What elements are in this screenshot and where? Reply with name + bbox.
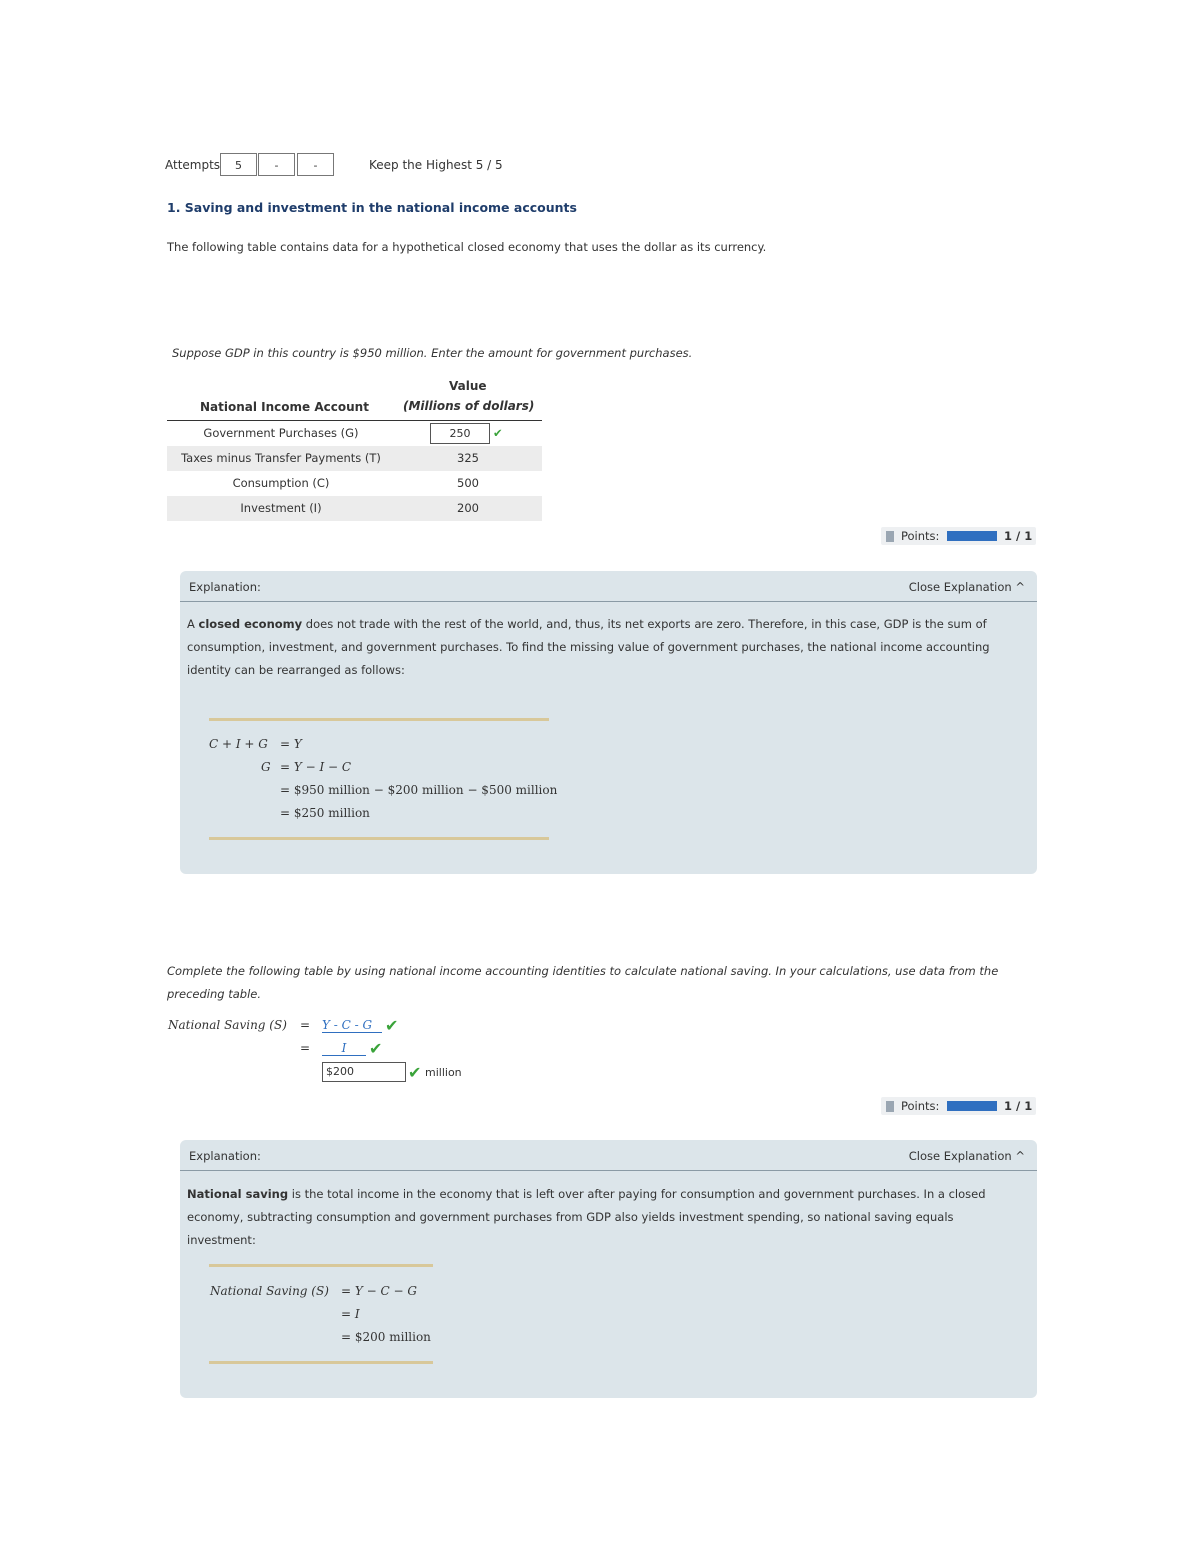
question-title: 1. Saving and investment in the national income accounts bbox=[167, 200, 577, 215]
points-indicator bbox=[881, 1097, 1036, 1115]
answer-dropdown-2[interactable]: I bbox=[322, 1041, 366, 1056]
question-intro: The following table contains data for a hypothetical closed economy that uses the dollar as its currency. bbox=[167, 240, 767, 254]
divider bbox=[209, 1264, 433, 1267]
check-icon: ✔ bbox=[408, 1063, 422, 1082]
bold-term: National saving bbox=[187, 1187, 289, 1201]
national-saving-input[interactable]: $200 bbox=[322, 1062, 406, 1082]
math-line3: = $950 million − $200 million − $500 million bbox=[280, 783, 558, 797]
col-header-value: Value bbox=[449, 379, 487, 393]
attempt-box-2: - bbox=[258, 153, 295, 176]
math-label: National Saving (S) bbox=[210, 1284, 329, 1298]
row-account: Consumption (C) bbox=[232, 476, 330, 490]
equals-sign: = bbox=[300, 1041, 311, 1055]
divider bbox=[209, 718, 549, 721]
row-account: Government Purchases (G) bbox=[203, 426, 359, 440]
table-header bbox=[167, 378, 542, 421]
national-income-table bbox=[167, 378, 542, 521]
col-header-account: National Income Account bbox=[200, 400, 369, 414]
points-progress-bar bbox=[947, 1101, 997, 1111]
close-explanation-button[interactable]: Close Explanation ^ bbox=[908, 580, 1025, 594]
check-icon: ✔ bbox=[369, 1039, 383, 1058]
attempt-box-3: - bbox=[297, 153, 334, 176]
math-line2: = I bbox=[341, 1307, 360, 1321]
math-line3: = $200 million bbox=[341, 1330, 431, 1344]
unit-label: million bbox=[425, 1066, 462, 1079]
points-label: Points: bbox=[901, 529, 940, 543]
explanation-text: National saving is the total income in the economy that is left over after paying for consumption and government purchases. In a closed economy, subtracting consumption and government purchases from GDP also yields investment spending, so national saving equals investment: bbox=[187, 1187, 986, 1247]
divider bbox=[209, 1361, 433, 1364]
math-line1: = Y − C − G bbox=[341, 1284, 417, 1298]
points-label: Points: bbox=[901, 1099, 940, 1113]
table-row bbox=[167, 446, 542, 471]
points-indicator bbox=[881, 527, 1036, 545]
row-account: Investment (I) bbox=[240, 501, 322, 515]
math-line2-rhs: = Y − I − C bbox=[280, 760, 352, 774]
points-score: 1 / 1 bbox=[1004, 1099, 1033, 1113]
flag-icon[interactable] bbox=[886, 531, 894, 542]
explanation-text: A closed economy does not trade with the rest of the world, and, thus, its net exports are zero. Therefore, in this case, GDP is the sum of consumption, investment, and government purchases. To find the missing value of government purchases, the national income accounting identity can be rearranged as follows: bbox=[187, 617, 990, 677]
check-icon: ✔ bbox=[385, 1016, 399, 1035]
government-purchases-input[interactable]: 250 bbox=[430, 423, 490, 444]
keep-highest-label: Keep the Highest 5 / 5 bbox=[369, 158, 503, 172]
explanation-title: Explanation: bbox=[189, 1149, 261, 1163]
points-score: 1 / 1 bbox=[1004, 529, 1033, 543]
equals-sign: = bbox=[300, 1018, 311, 1032]
math-line1-lhs: C + I + G bbox=[209, 737, 268, 751]
attempts-label: Attempts bbox=[165, 158, 221, 172]
explanation-title: Explanation: bbox=[189, 580, 261, 594]
math-line4: = $250 million bbox=[280, 806, 370, 820]
row-account: Taxes minus Transfer Payments (T) bbox=[181, 451, 381, 465]
table-row bbox=[167, 421, 542, 446]
answer-dropdown-1[interactable]: Y - C - G bbox=[322, 1018, 382, 1033]
col-header-value-units: (Millions of dollars) bbox=[403, 399, 535, 413]
explanation-header bbox=[180, 1140, 1037, 1171]
flag-icon[interactable] bbox=[886, 1101, 894, 1112]
math-line2-lhs: G bbox=[261, 760, 271, 774]
row-value: 200 bbox=[457, 501, 479, 515]
close-explanation-button[interactable]: Close Explanation ^ bbox=[908, 1149, 1025, 1163]
check-icon: ✔ bbox=[493, 426, 503, 440]
question2-prompt: Complete the following table by using national income accounting identities to calculate national saving. In your calculations, use data from the preceding table. bbox=[167, 964, 999, 1001]
explanation-panel bbox=[180, 571, 1037, 874]
explanation-header bbox=[180, 571, 1037, 602]
math-line1-rhs: = Y bbox=[280, 737, 302, 751]
points-progress-bar bbox=[947, 531, 997, 541]
explanation-panel bbox=[180, 1140, 1037, 1398]
divider bbox=[209, 837, 549, 840]
national-saving-label: National Saving (S) bbox=[168, 1018, 287, 1032]
table-row bbox=[167, 496, 542, 521]
row-value: 500 bbox=[457, 476, 479, 490]
question-prompt: Suppose GDP in this country is $950 million. Enter the amount for government purchases. bbox=[172, 346, 693, 360]
attempt-box-1: 5 bbox=[220, 153, 257, 176]
row-value: 325 bbox=[457, 451, 479, 465]
bold-term: closed economy bbox=[198, 617, 303, 631]
table-row bbox=[167, 471, 542, 496]
